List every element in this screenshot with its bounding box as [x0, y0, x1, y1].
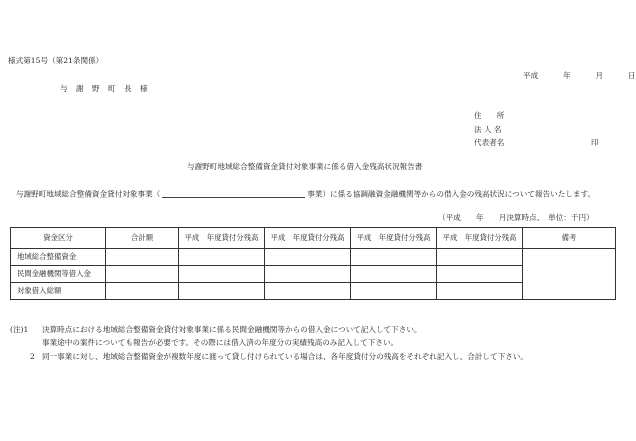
project-name-blank[interactable] — [162, 189, 305, 198]
note-1-label: (注)1 — [10, 325, 29, 334]
header-year-1: 平成 年度貸付分残高 — [179, 228, 265, 249]
note-2-text: 同一事業に対し、地域総合整備資金が複数年度に渡って貸し付けられている場合は、各年度貸付分の残高をそれぞれ記入し、合計して下さい。 — [42, 352, 528, 361]
header-category: 資金区分 — [11, 228, 106, 249]
header-year-3: 平成 年度貸付分残高 — [351, 228, 437, 249]
header-year-4: 平成 年度貸付分残高 — [437, 228, 523, 249]
as-of-note: （平成 年 月決算時点、 単位：千円） — [438, 213, 594, 222]
address-label: 住 所 — [474, 111, 505, 120]
year-cell[interactable] — [351, 249, 437, 266]
representative-label: 代表者名 — [474, 138, 505, 147]
date-day: 日 — [627, 71, 636, 80]
year-cell[interactable] — [179, 249, 265, 266]
year-cell[interactable] — [265, 283, 351, 300]
date-month: 月 — [595, 71, 604, 80]
intro-suffix: 事業）に係る協調融資金融機関等からの借入金の残高状況について報告いたします。 — [307, 189, 596, 199]
date-line — [523, 72, 636, 80]
corporate-name-label: 法 人 名 — [474, 125, 502, 134]
date-era: 平成 — [523, 71, 539, 80]
note-1-continuation: 事業途中の案件についても報告が必要です。その際には借入済の年度分の実績残高のみ記入して下さい。 — [42, 338, 399, 347]
year-cell[interactable] — [179, 283, 265, 300]
year-cell[interactable] — [265, 249, 351, 266]
total-cell[interactable] — [106, 249, 179, 266]
row-label: 民間金融機関等借入金 — [11, 266, 106, 283]
year-cell[interactable] — [179, 266, 265, 283]
header-remarks: 備考 — [523, 228, 616, 249]
year-cell[interactable] — [437, 283, 523, 300]
date-year: 年 — [563, 71, 571, 80]
table-header-row — [11, 228, 616, 249]
document-title: 与謝野町地域総合整備資金貸付対象事業に係る借入金残高状況報告書 — [187, 162, 423, 171]
seal-mark: 印 — [591, 138, 599, 147]
intro-sentence — [16, 189, 595, 198]
remarks-cell[interactable] — [523, 249, 616, 300]
form-number: 様式第15号（第21条関係） — [8, 56, 104, 65]
intro-prefix: 与謝野町地域総合整備資金貸付対象事業（ — [16, 189, 161, 199]
header-total: 合計額 — [106, 228, 179, 249]
year-cell[interactable] — [351, 266, 437, 283]
year-cell[interactable] — [437, 249, 523, 266]
year-cell[interactable] — [437, 266, 523, 283]
balance-table — [10, 227, 616, 300]
total-cell[interactable] — [106, 266, 179, 283]
note-2-label: 2 — [30, 352, 35, 361]
row-label: 地域総合整備資金 — [11, 249, 106, 266]
row-label: 対象借入総額 — [11, 283, 106, 300]
note-1-text: 決算時点における地域総合整備資金貸付対象事業に係る民間金融機関等からの借入金について記入して下さい。 — [42, 325, 422, 334]
table-row — [11, 249, 616, 266]
total-cell[interactable] — [106, 283, 179, 300]
year-cell[interactable] — [265, 266, 351, 283]
notes-section — [10, 326, 620, 376]
header-year-2: 平成 年度貸付分残高 — [265, 228, 351, 249]
addressee: 与 謝 野 町 長 様 — [60, 84, 151, 93]
year-cell[interactable] — [351, 283, 437, 300]
